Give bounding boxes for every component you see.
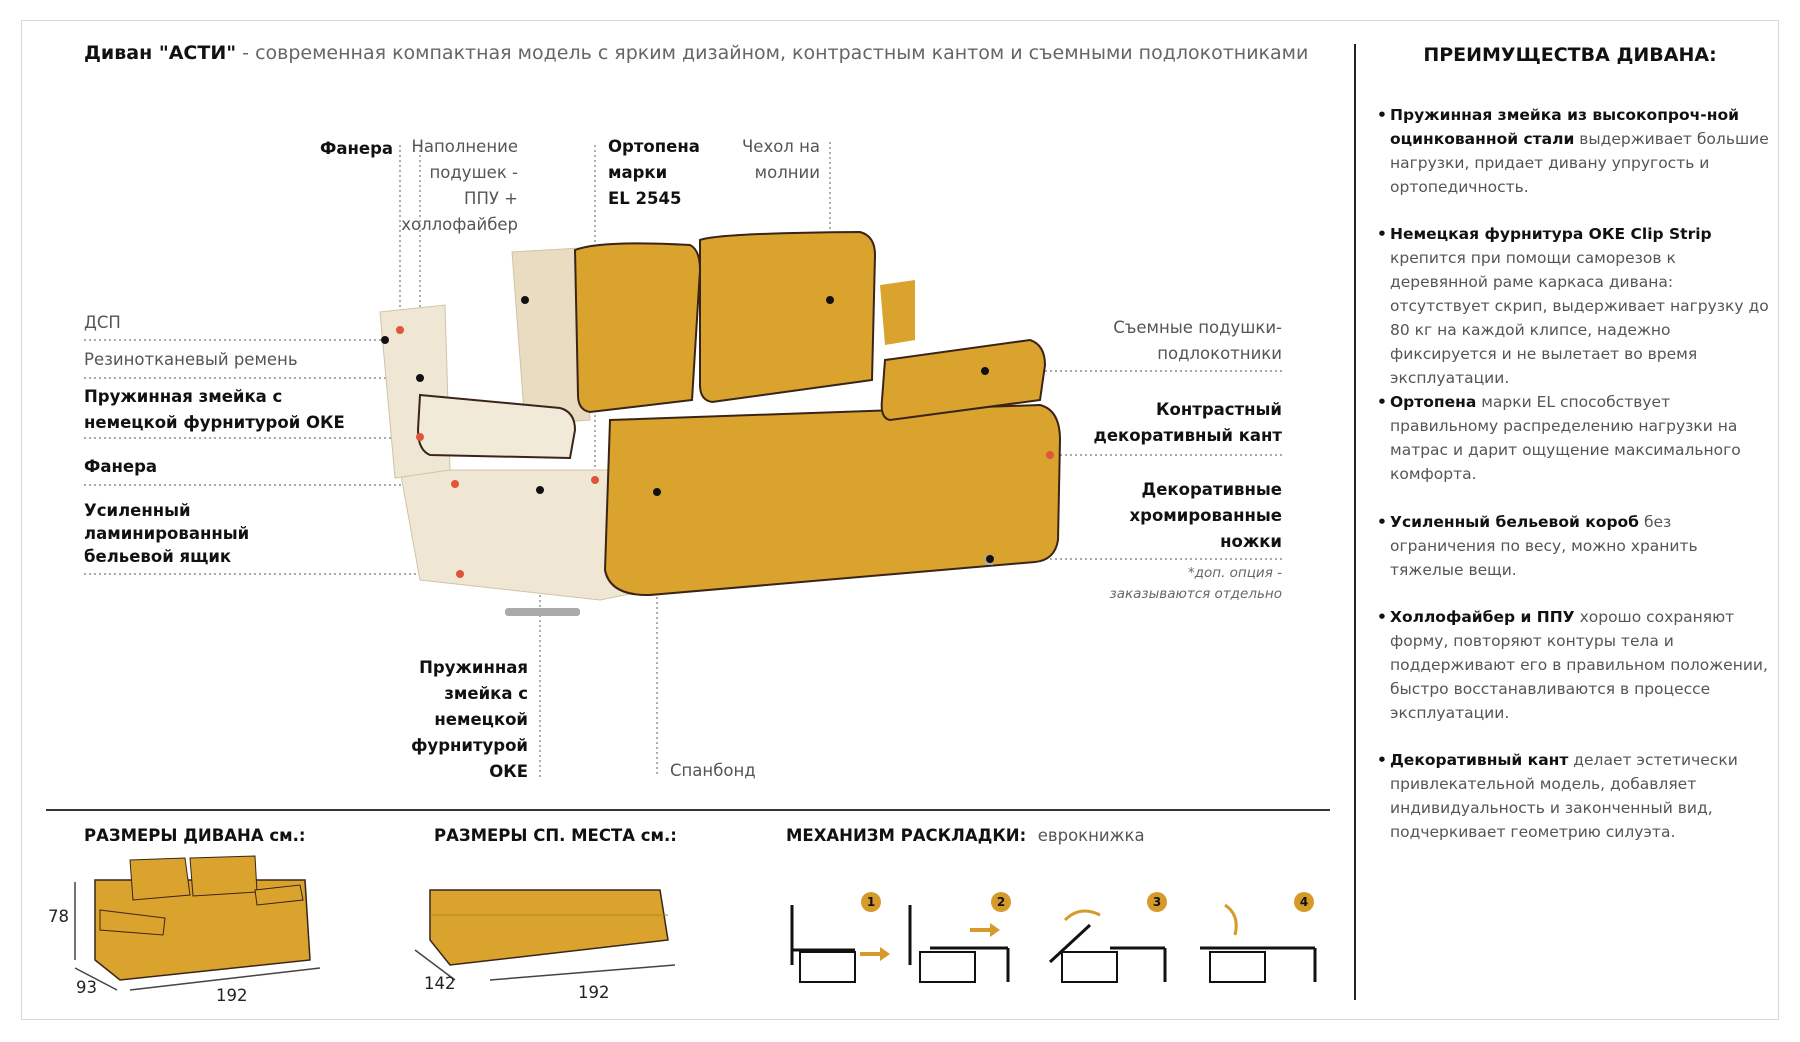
header-title: Диван "АСТИ" [84, 42, 237, 64]
label-box-line: бельевой ящик [84, 547, 232, 566]
label-fill [388, 134, 518, 238]
label-legs-note-line: заказываются отдельно [1109, 586, 1282, 602]
step-number: 3 [1147, 892, 1167, 912]
label-box-line: Усиленный [84, 501, 191, 520]
label-ortopena-line: EL 2545 [608, 189, 682, 208]
advantage-bold: Ортопена [1390, 393, 1477, 411]
label-spring-bottom-line: фурнитурой [411, 736, 528, 755]
sofa-width-label: 192 [216, 986, 248, 1005]
mechanism-value: еврокнижка [1037, 826, 1145, 845]
sofa-height-label: 78 [48, 907, 69, 926]
step-number: 2 [991, 892, 1011, 912]
label-spring-bottom-line: змейка с [444, 684, 528, 703]
label-cover-line: молнии [754, 163, 820, 182]
label-ortopena-line: Ортопена [608, 137, 700, 156]
advantage-bold: Немецкая фурнитура ОКЕ Clip Strip [1390, 225, 1712, 243]
label-spring-bottom [390, 655, 528, 785]
label-cover-line: Чехол на [741, 137, 820, 156]
advantage-item: • Немецкая фурнитура ОКЕ Clip Strip крепится при помощи саморезов к деревянной раме каркаса дивана: отсутствует скрип, выдерживает нагрузку до 80 кг на каждой клипсе, надежно фиксируется и не вылетает во время эксплуатации. [1377, 225, 1769, 387]
header-dash: - [236, 42, 256, 64]
advantage-bold: Пружинная змейка из высокопроч-ной оцинкованной стали [1390, 106, 1739, 148]
advantage-text: делает эстетически привлекательной модель, добавляет индивидуальность и законченный вид, подчеркивает геометрию силуэта. [1390, 751, 1738, 841]
label-dsp: ДСП [84, 313, 121, 332]
advantage-text: хорошо сохраняют форму, повторяют контуры тела и поддерживают его в правильном положении, быстро восстанавливаются в процессе эксплуатации. [1390, 608, 1768, 722]
mechanism-title [786, 826, 1145, 845]
label-ortopena [608, 134, 700, 212]
back-cushion-right [700, 232, 875, 402]
advantage-item: • Пружинная змейка из высокопроч-ной оцинкованной стали выдерживает большие нагрузки, придает дивану упругость и ортопедичность. [1377, 106, 1769, 196]
label-cover [720, 134, 820, 186]
label-armrest-line: подлокотники [1157, 344, 1282, 363]
advantage-text: марки EL способствует правильному распределению нагрузки на матрас и дарит ощущение максимального комфорта. [1390, 393, 1741, 483]
bed-depth-label: 142 [424, 974, 456, 993]
label-legs-note-line: *доп. опция - [1187, 565, 1282, 581]
vertical-divider [1354, 44, 1356, 1000]
label-spring-bottom-line: немецкой [434, 710, 528, 729]
label-armrest-line: Съемные подушки- [1113, 318, 1282, 337]
label-spring-left-line: Пружинная змейка с [84, 387, 283, 406]
label-spunbond: Спанбонд [670, 761, 756, 780]
mechanism-label: МЕХАНИЗМ РАСКЛАДКИ: [786, 826, 1027, 845]
label-fill-line: холлофайбер [401, 215, 518, 234]
label-spring-bottom-line: ОКЕ [489, 762, 528, 781]
advantage-item: • Ортопена марки EL способствует правильному распределению нагрузки на матрас и дарит ощущение максимального комфорта. [1377, 393, 1741, 483]
label-spring-left [84, 384, 345, 436]
right-arm-frame [880, 280, 915, 345]
label-legs-note [1060, 563, 1282, 605]
advantage-bold: Декоративный кант [1390, 751, 1569, 769]
advantage-bold: Холлофайбер и ППУ [1390, 608, 1575, 626]
advantages-title: ПРЕИМУЩЕСТВА ДИВАНА: [1423, 44, 1717, 66]
label-belt: Резинотканевый ремень [84, 350, 298, 369]
advantage-item: • Декоративный кант делает эстетически привлекательной модель, добавляет индивидуальность и законченный вид, подчеркивает геометрию силуэта. [1377, 751, 1738, 841]
sofa-seat [605, 405, 1060, 595]
sofa-depth-label: 93 [76, 978, 97, 997]
label-fanera-left: Фанера [84, 457, 158, 476]
label-ortopena-line: марки [608, 163, 668, 182]
chrome-leg-left [505, 608, 580, 616]
advantage-item: • Холлофайбер и ППУ хорошо сохраняют форму, повторяют контуры тела и поддерживают его в правильном положении, быстро восстанавливаются в процессе эксплуатации. [1377, 608, 1768, 722]
label-legs-line: Декоративные [1141, 480, 1282, 499]
advantage-text: без ограничения по весу, можно хранить тяжелые вещи. [1390, 513, 1698, 579]
label-fill-line: подушек - [429, 163, 518, 182]
step-number: 4 [1294, 892, 1314, 912]
label-box [84, 499, 249, 568]
back-cushion-left [575, 243, 700, 412]
label-spring-bottom-line: Пружинная [419, 658, 528, 677]
horizontal-divider [46, 809, 1330, 811]
bed-width-label: 192 [578, 983, 610, 1002]
advantage-text: выдерживает большие нагрузки, придает дивану упругость и ортопедичность. [1390, 130, 1769, 196]
label-piping-line: декоративный кант [1093, 426, 1282, 445]
label-legs-line: ножки [1220, 532, 1282, 551]
label-spring-left-line: немецкой фурнитурой ОКЕ [84, 413, 345, 432]
header-subtitle: современная компактная модель с ярким дизайном, контрастным кантом и съемными подлокотниками [255, 42, 1309, 64]
sofa-dims-title: РАЗМЕРЫ ДИВАНА см.: [84, 826, 306, 845]
bed-dims-title: РАЗМЕРЫ СП. МЕСТА см.: [434, 826, 677, 845]
label-legs-line: хромированные [1129, 506, 1282, 525]
label-box-line: ламинированный [84, 524, 250, 543]
label-legs [1060, 477, 1282, 555]
label-piping-line: Контрастный [1156, 400, 1282, 419]
label-armrest [1060, 315, 1282, 367]
advantage-item: • Усиленный бельевой короб без ограничения по весу, можно хранить тяжелые вещи. [1377, 513, 1698, 579]
bed-dims-illustration [410, 870, 690, 990]
advantage-text: крепится при помощи саморезов к деревянной раме каркаса дивана: отсутствует скрип, выдерживает нагрузку до 80 кг на каждой клипсе, надежно фиксируется и не вылетает во время эксплуатации. [1390, 249, 1769, 387]
label-fanera-top: Фанера [320, 139, 394, 158]
step-number: 1 [861, 892, 881, 912]
label-fill-line: ППУ + [464, 189, 518, 208]
advantage-bold: Усиленный бельевой короб [1390, 513, 1640, 531]
label-fill-line: Наполнение [411, 137, 518, 156]
label-piping [1060, 397, 1282, 449]
